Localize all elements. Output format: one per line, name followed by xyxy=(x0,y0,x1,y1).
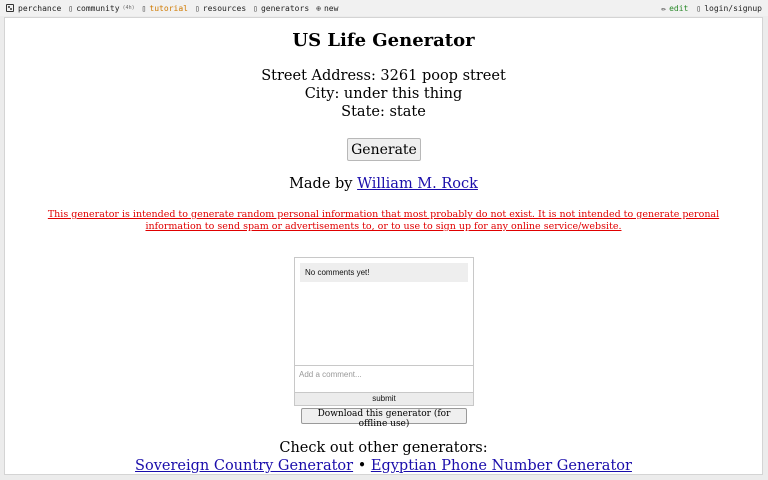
author-credit xyxy=(5,176,762,192)
resources-icon: ▯ xyxy=(194,3,200,13)
comments-panel xyxy=(294,257,474,406)
page-title: US Life Generator xyxy=(292,30,475,51)
pencil-icon: ✏ xyxy=(661,3,667,13)
community-count: (4h) xyxy=(122,5,135,11)
nav-new-label: new xyxy=(323,3,339,13)
nav-new[interactable] xyxy=(316,4,338,13)
download-offline-button[interactable]: Download this generator (for offline use) xyxy=(301,408,467,424)
nav-tutorial-label: tutorial xyxy=(149,3,188,13)
plus-circle-icon: ⊕ xyxy=(316,3,321,13)
nav-resources-label: resources xyxy=(202,3,247,13)
top-navigation-bar xyxy=(0,0,768,16)
generated-fields xyxy=(5,67,762,121)
book-icon: ▯ xyxy=(141,3,147,13)
comment-input[interactable]: Add a comment... xyxy=(295,365,473,394)
disclaimer-text: This generator is intended to generate random personal information that most probably do not exist. It is not intended to generate peronal information to send spam or advertisements to, or to use to sign up for any online service/website. xyxy=(47,209,720,232)
nav-generators-label: generators xyxy=(260,3,310,13)
author-link[interactable]: William M. Rock xyxy=(357,176,478,192)
nav-edit-label: edit xyxy=(669,3,689,13)
other-generators xyxy=(5,439,762,475)
nav-login-label: login/signup xyxy=(704,3,762,13)
nav-generators[interactable] xyxy=(253,4,309,13)
nav-brand-label: perchance xyxy=(18,3,62,13)
author-credit-prefix: Made by xyxy=(289,176,358,192)
link-sovereign-country-generator[interactable]: Sovereign Country Generator xyxy=(135,458,354,474)
generators-icon: ▯ xyxy=(253,3,258,13)
nav-community[interactable] xyxy=(68,4,134,13)
generator-output-frame xyxy=(4,17,763,475)
nav-community-label: community xyxy=(76,3,120,13)
comment-submit-button[interactable]: submit xyxy=(295,392,473,405)
dice-icon xyxy=(6,4,14,12)
city-line: City: under this thing xyxy=(304,86,463,102)
link-egyptian-phone-number-generator[interactable]: Egyptian Phone Number Generator xyxy=(370,458,632,474)
nav-tutorial[interactable] xyxy=(142,4,188,13)
other-generators-heading: Check out other generators: xyxy=(279,440,488,456)
chat-icon: ▯ xyxy=(68,3,74,13)
other-generators-links xyxy=(5,457,762,475)
generate-button[interactable]: Generate xyxy=(347,138,421,161)
link-separator: • xyxy=(357,458,367,474)
nav-brand[interactable] xyxy=(6,4,61,13)
nav-edit[interactable] xyxy=(661,4,688,13)
state-line: State: state xyxy=(341,104,426,120)
nav-resources[interactable] xyxy=(195,4,246,13)
user-icon: ▯ xyxy=(696,3,702,13)
nav-login[interactable] xyxy=(696,4,762,13)
street-address-line: Street Address: 3261 poop street xyxy=(261,68,506,84)
no-comments-message: No comments yet! xyxy=(300,263,468,282)
